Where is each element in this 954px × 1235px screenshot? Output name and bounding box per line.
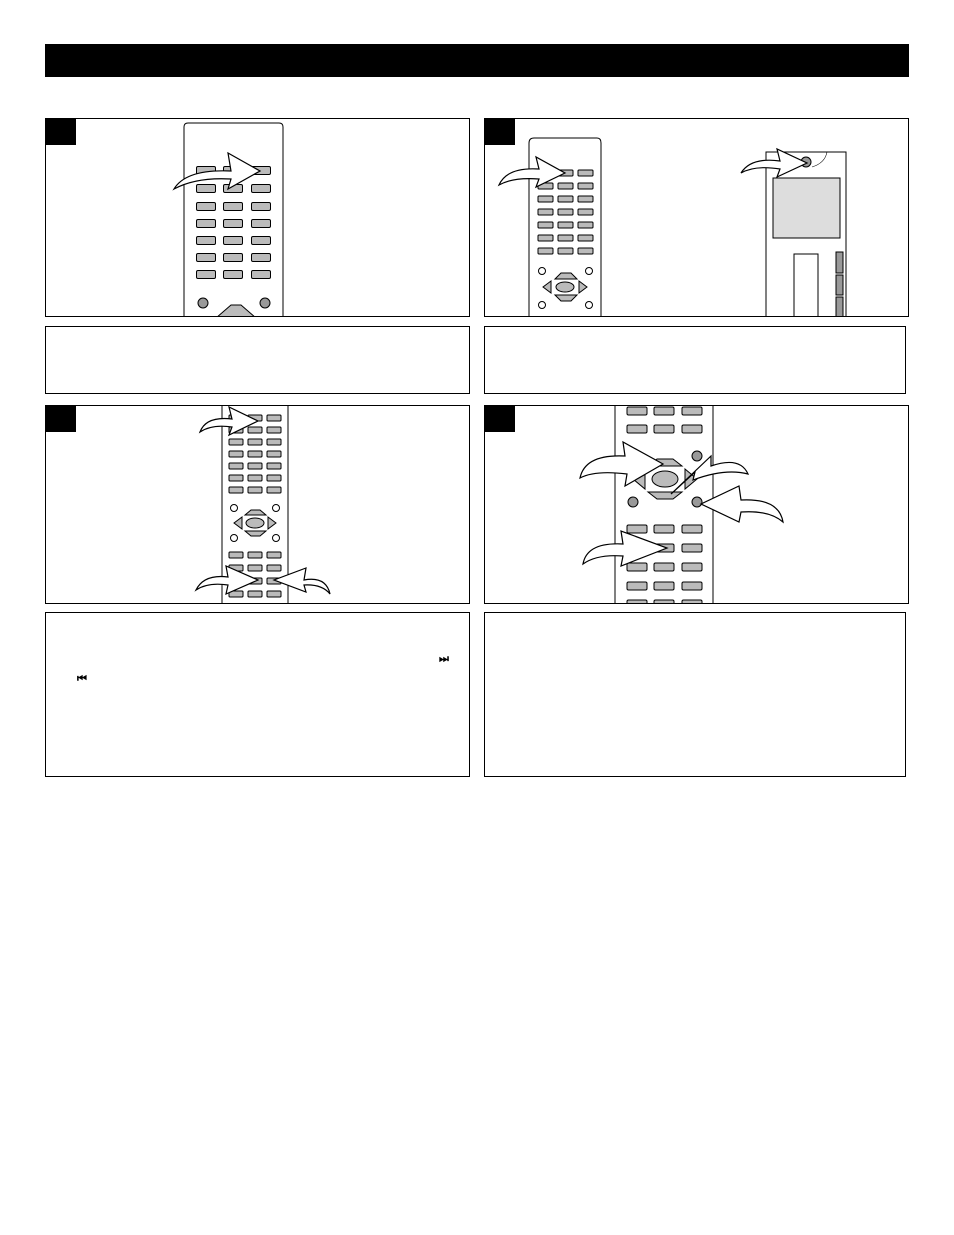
step-4-text-box [484, 612, 906, 777]
remote-control-illustration-3 [46, 406, 470, 604]
step-3-illustration [45, 405, 470, 604]
remote-control-illustration-2 [485, 119, 909, 317]
next-track-icon: ⏭ [439, 653, 447, 665]
step-2-text-box [484, 326, 906, 394]
step-3-text-box [45, 612, 470, 777]
remote-control-illustration-1 [46, 119, 470, 317]
remote-control-illustration-4 [485, 406, 909, 604]
header-bar [45, 44, 909, 77]
step-2-illustration [484, 118, 909, 317]
step-1-text-box [45, 326, 470, 394]
previous-track-icon: ⏮ [77, 673, 85, 685]
step-4-illustration [484, 405, 909, 604]
step-1-illustration [45, 118, 470, 317]
